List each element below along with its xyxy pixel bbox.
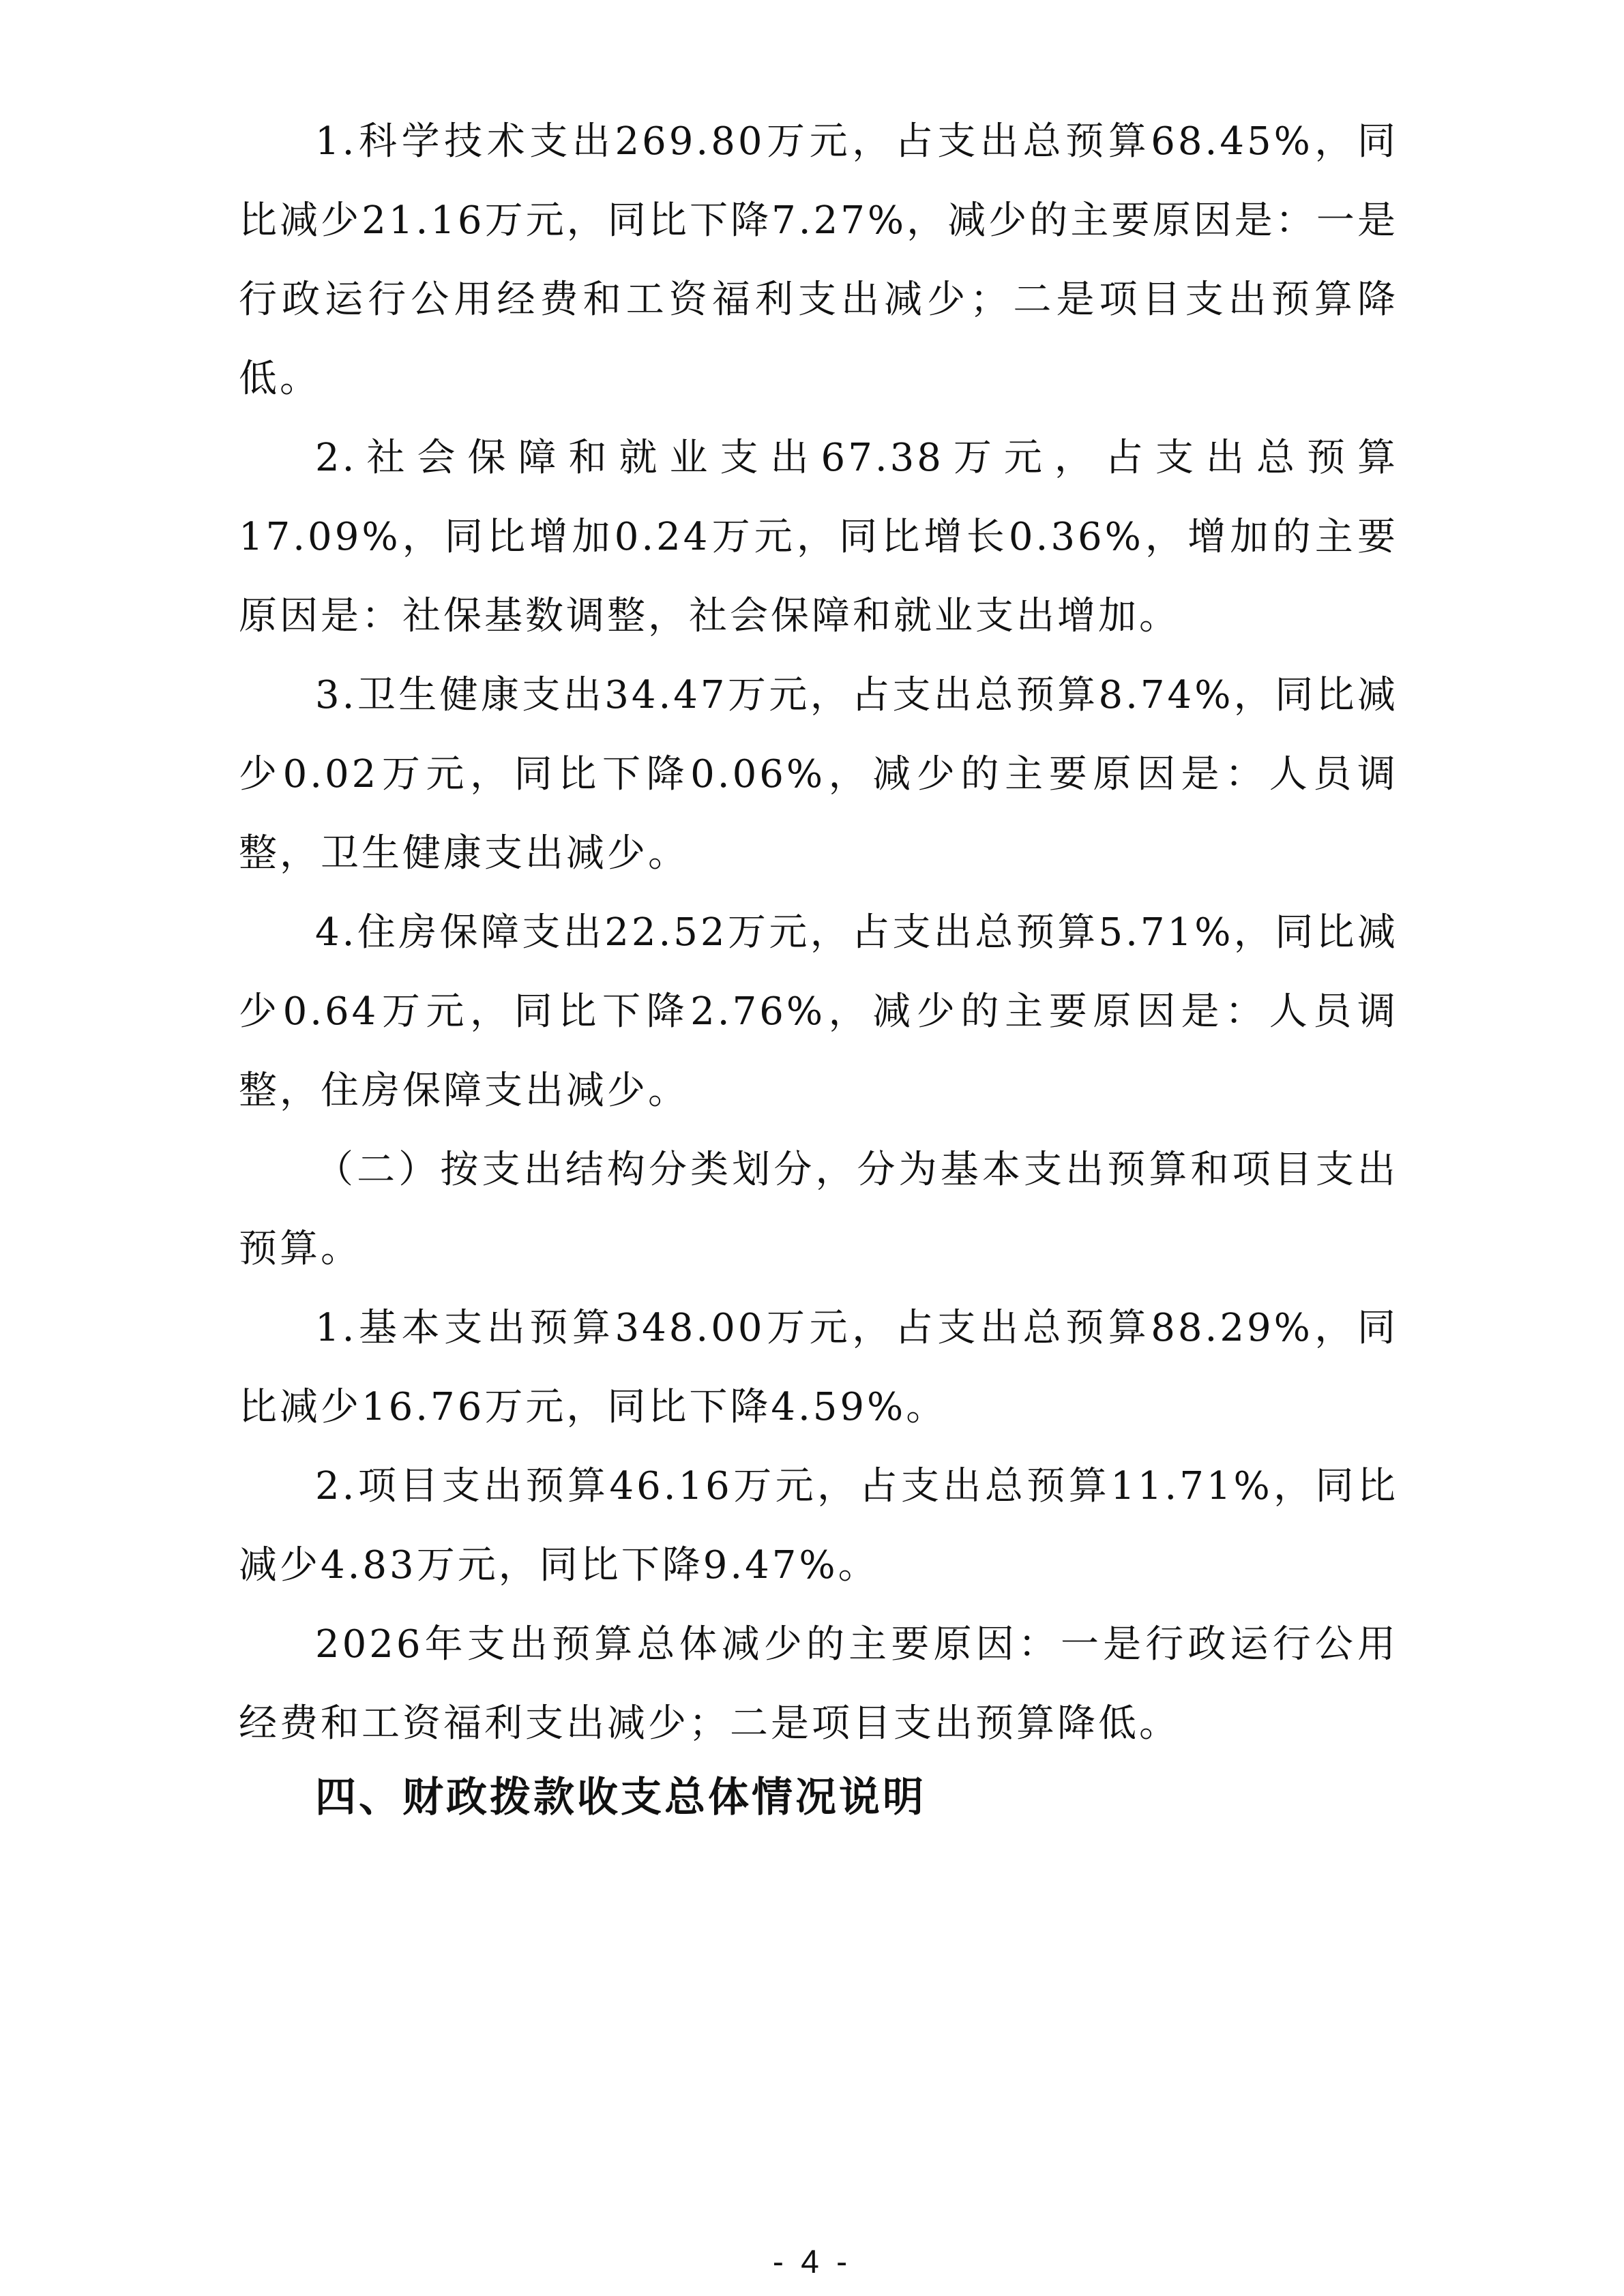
- page-number: - 4 -: [772, 2244, 852, 2280]
- paragraph-project-expenditure: 2.项目支出预算46.16万元，占支出总预算11.71%，同比减少4.83万元，同比下降9.47%。: [239, 1464, 1398, 1587]
- paragraph-overall-decrease-reason: 2026年支出预算总体减少的主要原因：一是行政运行公用经费和工资福利支出减少；二是项目支出预算降低。: [239, 1622, 1398, 1746]
- paragraph-expenditure-structure-heading: （二）按支出结构分类划分，分为基本支出预算和项目支出预算。: [239, 1148, 1398, 1271]
- paragraph-science-tech-expenditure: 1.科学技术支出269.80万元，占支出总预算68.45%，同比减少21.16万元，同比下降7.27%，减少的主要原因是：一是行政运行公用经费和工资福利支出减少；二是项目支出预算降低。: [239, 119, 1398, 401]
- body-text: [239, 102, 1398, 1763]
- paragraph-health-expenditure: 3.卫生健康支出34.47万元，占支出总预算8.74%，同比减少0.02万元，同比下降0.06%，减少的主要原因是：人员调整，卫生健康支出减少。: [239, 673, 1398, 876]
- paragraph-basic-expenditure: 1.基本支出预算348.00万元，占支出总预算88.29%，同比减少16.76万元，同比下降4.59%。: [239, 1306, 1398, 1429]
- paragraph-housing-expenditure: 4.住房保障支出22.52万元，占支出总预算5.71%，同比减少0.64万元，同比下降2.76%，减少的主要原因是：人员调整，住房保障支出减少。: [239, 910, 1398, 1113]
- paragraph-social-security-expenditure: 2.社会保障和就业支出67.38万元，占支出总预算17.09%，同比增加0.24万元，同比增长0.36%，增加的主要原因是：社保基数调整，社会保障和就业支出增加。: [239, 436, 1398, 638]
- section-heading: 四、财政拨款收支总体情况说明: [315, 1774, 926, 1821]
